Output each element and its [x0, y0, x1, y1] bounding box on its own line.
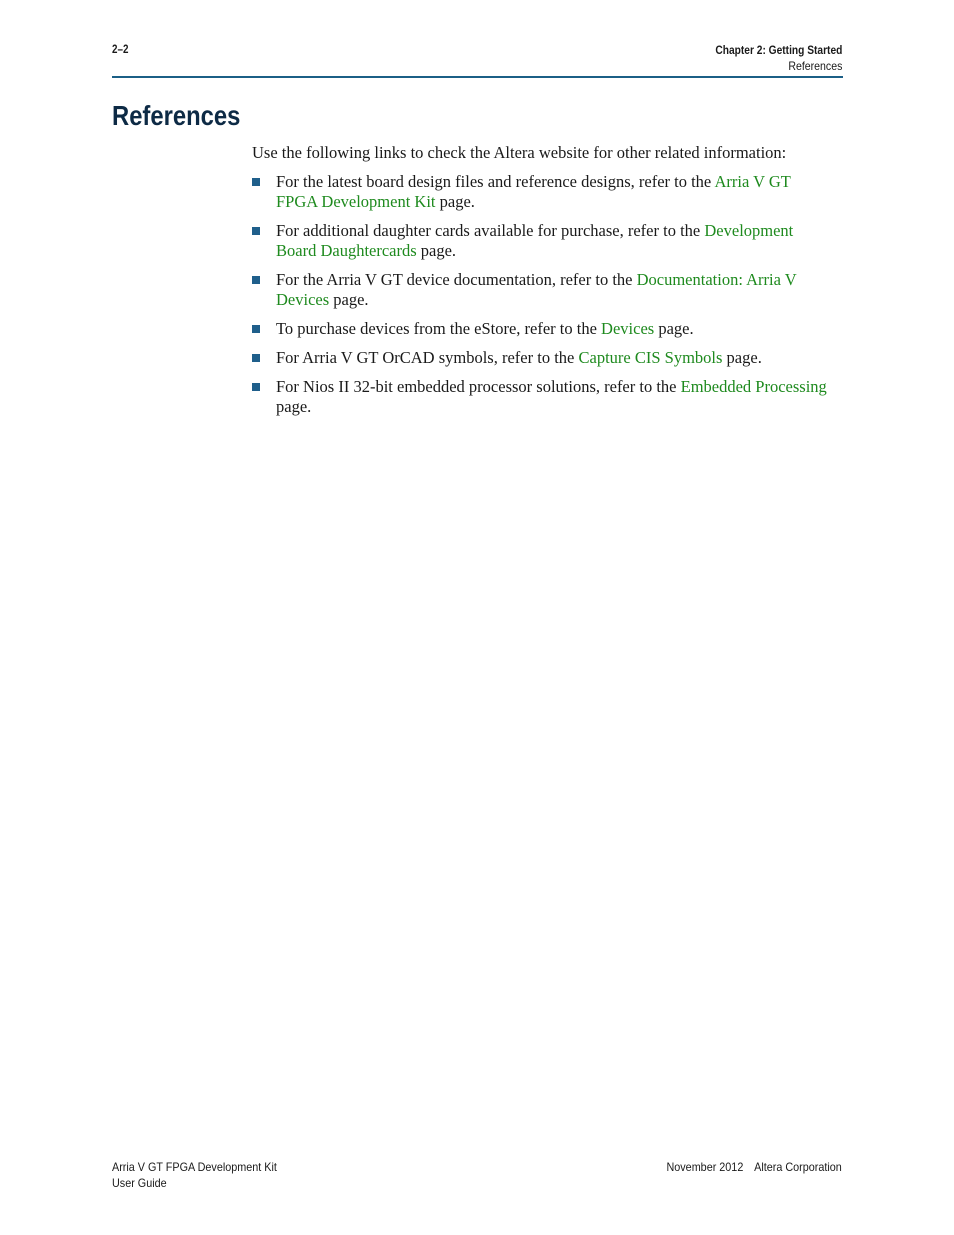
link-arria-v-gt-kit[interactable]: Arria V GT FPGA Development Kit	[276, 172, 791, 211]
square-bullet-icon	[252, 383, 260, 391]
running-header	[693, 42, 842, 74]
footer-date: November 2012	[666, 1160, 744, 1174]
page-title: References	[112, 100, 241, 131]
item-text: page.	[329, 290, 369, 309]
item-text: page.	[722, 348, 762, 367]
header-rule	[112, 76, 843, 78]
footer-doc-type: User Guide	[112, 1176, 167, 1190]
reference-list	[252, 172, 827, 417]
list-item	[252, 348, 827, 368]
list-item	[252, 270, 827, 310]
square-bullet-icon	[252, 178, 260, 186]
item-text: For the latest board design files and reference designs, refer to the	[276, 172, 715, 191]
link-arria-v-documentation[interactable]: Documentation: Arria V Devices	[276, 270, 797, 309]
link-capture-cis-symbols[interactable]: Capture CIS Symbols	[578, 348, 723, 367]
list-item	[252, 319, 827, 339]
item-text: page.	[276, 397, 312, 416]
intro-paragraph: Use the following links to check the Altera website for other related information:	[252, 143, 787, 162]
content-body	[252, 143, 827, 426]
list-item	[252, 377, 827, 417]
footer-right	[667, 1159, 842, 1175]
page-number: 2–2	[112, 42, 129, 56]
square-bullet-icon	[252, 325, 260, 333]
square-bullet-icon	[252, 354, 260, 362]
item-text: page.	[654, 319, 694, 338]
link-devices[interactable]: Devices	[601, 319, 655, 338]
item-text: page.	[435, 192, 475, 211]
item-text: For Nios II 32-bit embedded processor solutions, refer to the	[276, 377, 681, 396]
list-item	[252, 172, 827, 212]
footer-company: Altera Corporation	[754, 1160, 842, 1174]
link-daughtercards[interactable]: Development Board Daughtercards	[276, 221, 794, 260]
link-embedded-processing[interactable]: Embedded Processing	[680, 377, 827, 396]
chapter-title: Chapter 2: Getting Started	[715, 43, 842, 57]
footer-left	[112, 1159, 277, 1191]
item-text: To purchase devices from the eStore, refer to the	[276, 319, 602, 338]
section-title: References	[787, 59, 842, 73]
square-bullet-icon	[252, 227, 260, 235]
item-text: For additional daughter cards available for purchase, refer to the	[276, 221, 705, 240]
item-text: For Arria V GT OrCAD symbols, refer to the	[276, 348, 579, 367]
square-bullet-icon	[252, 276, 260, 284]
item-text: page.	[416, 241, 457, 260]
footer-doc-title: Arria V GT FPGA Development Kit	[112, 1160, 277, 1174]
list-item	[252, 221, 827, 261]
item-text: For the Arria V GT device documentation, refer to the	[276, 270, 637, 289]
